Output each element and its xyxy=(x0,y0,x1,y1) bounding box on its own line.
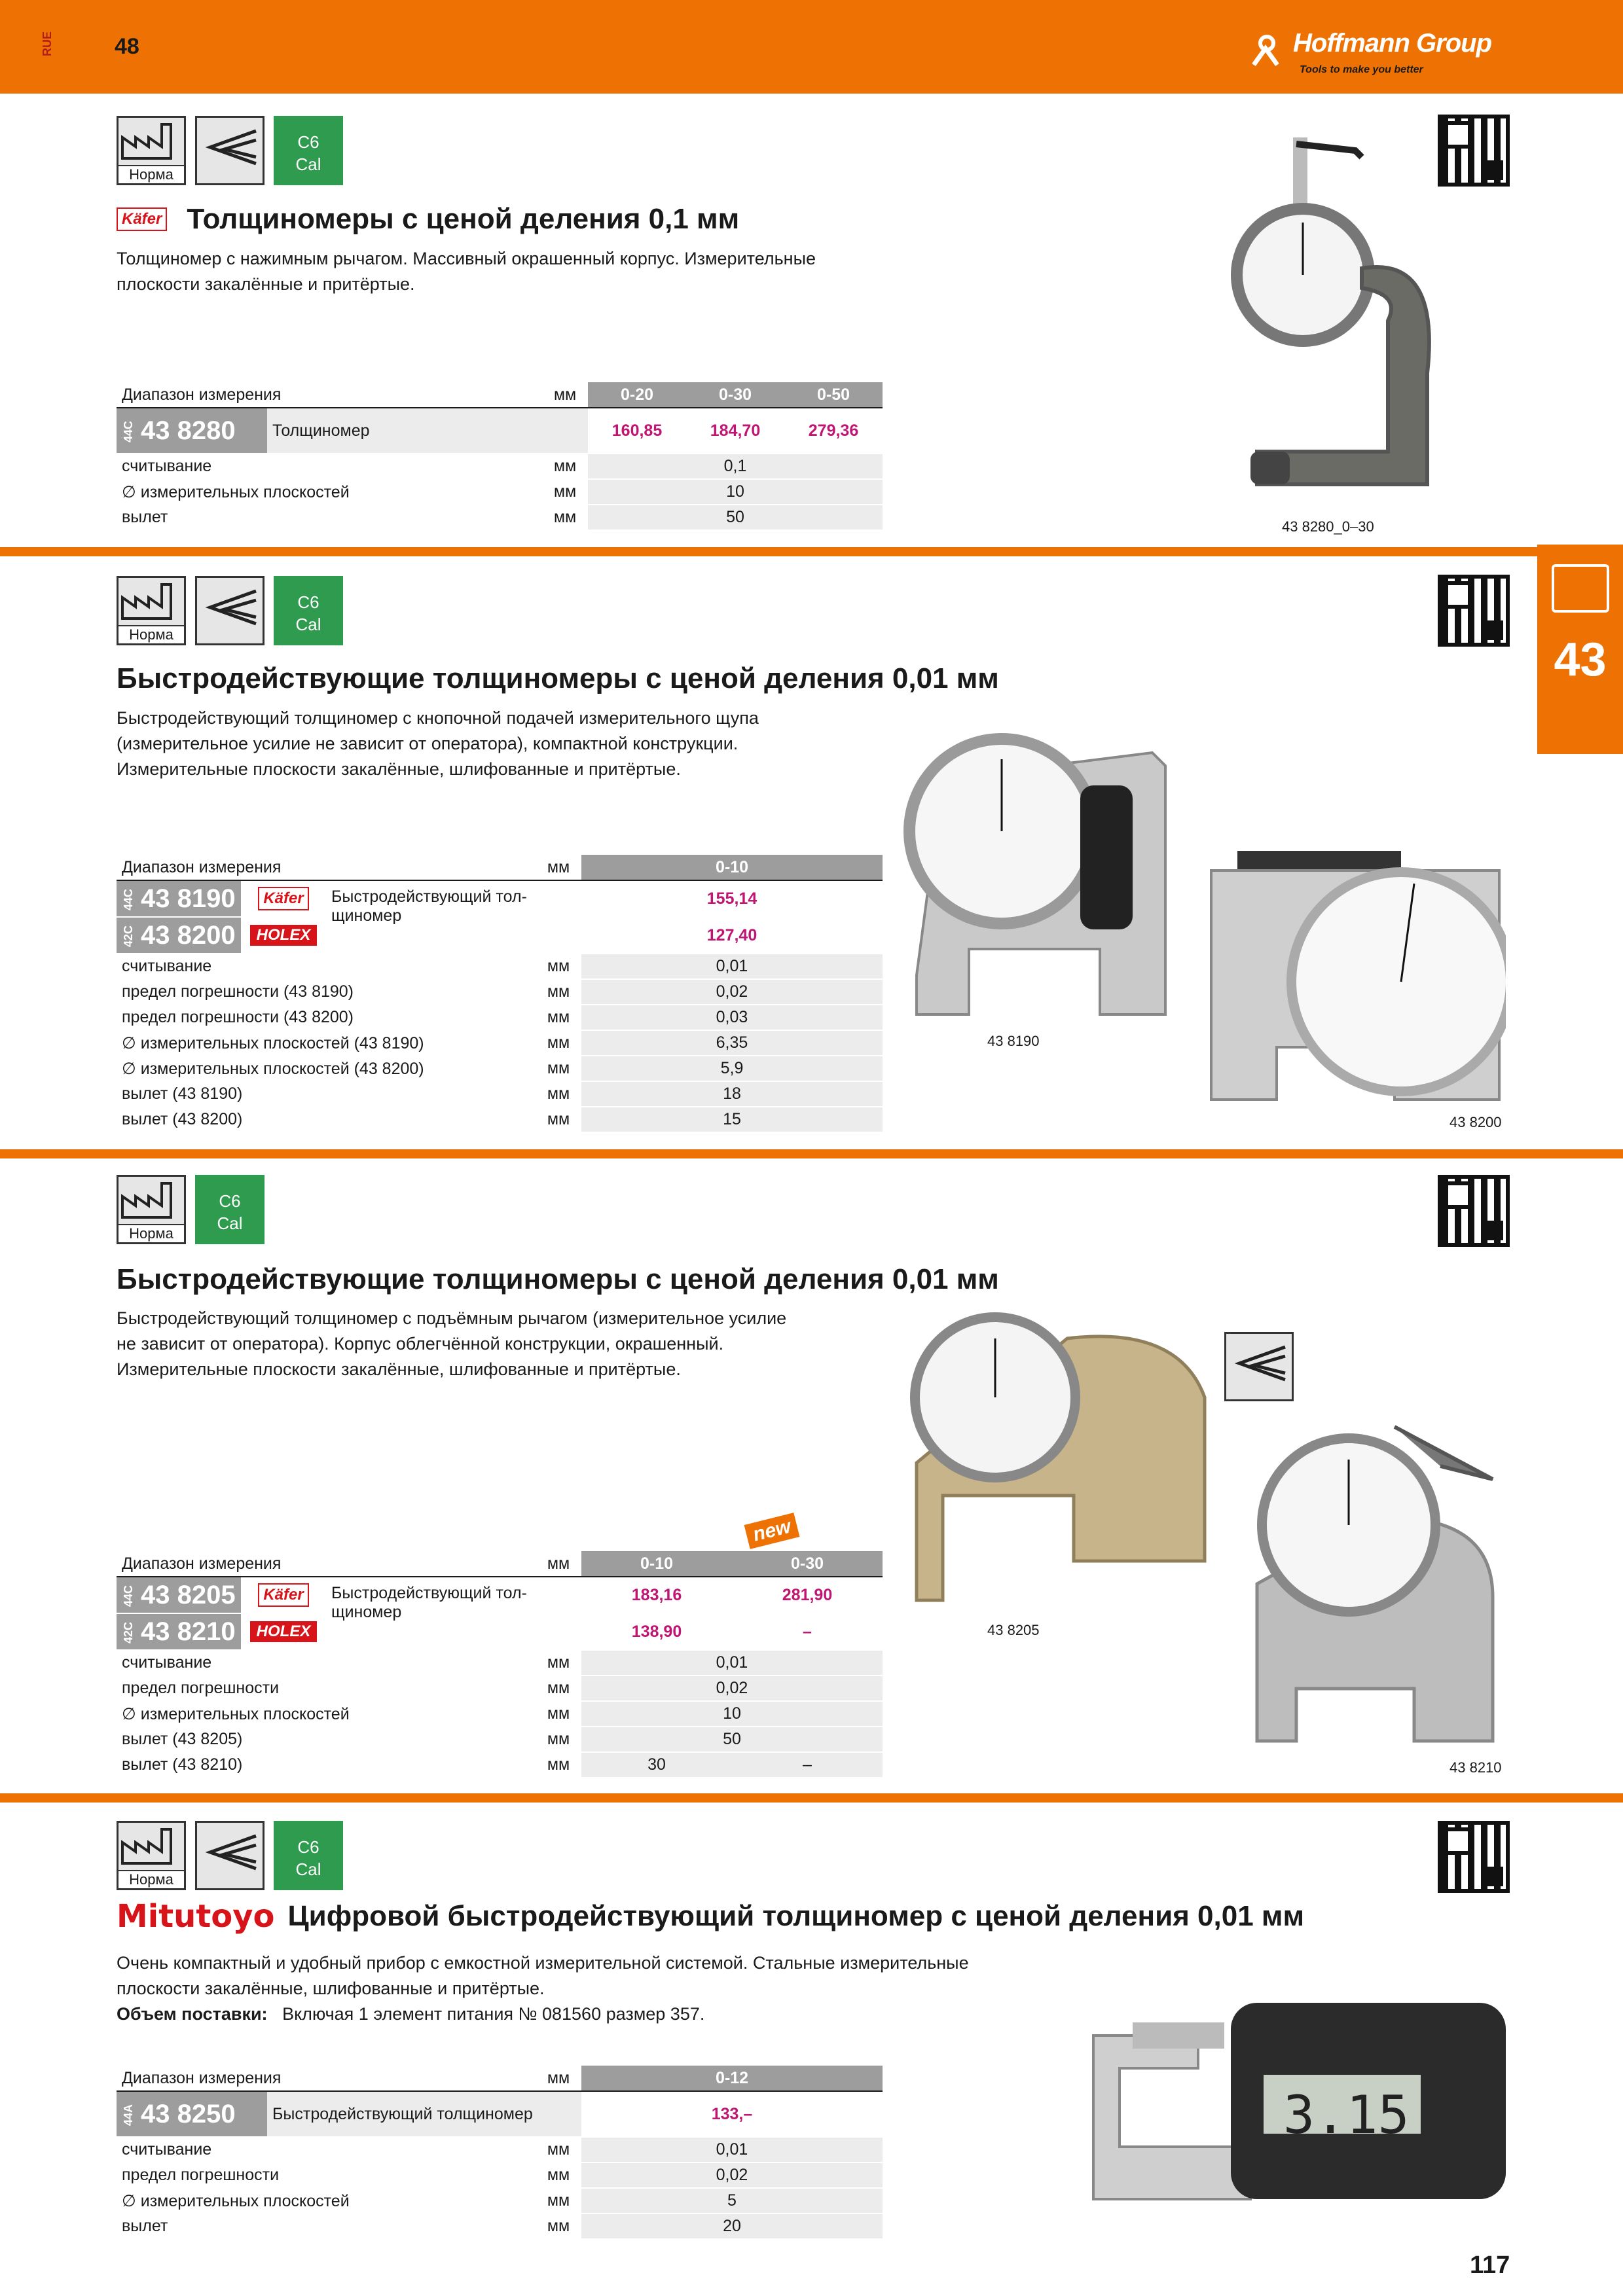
article-row[interactable] xyxy=(117,408,883,454)
s2-title: Быстродействующие толщиномеры с ценой деления 0,01 мм xyxy=(117,662,999,694)
spec-row xyxy=(117,454,883,479)
cal-label: Cal xyxy=(295,1859,321,1879)
s1-desc-line: плоскости закалённые и притёртые. xyxy=(117,274,415,294)
spec-label: предел погрешности xyxy=(117,1676,536,1701)
article-num: 43 8200 xyxy=(141,920,236,950)
kaefer-logo: Käfer xyxy=(258,887,308,910)
supply-label: Объем поставки: xyxy=(117,2004,268,2024)
article-code: 42C xyxy=(122,925,135,948)
range-col: 0-30 xyxy=(732,1551,883,1577)
spec-value: 5,9 xyxy=(581,1056,883,1081)
spec-unit: мм xyxy=(536,954,581,979)
s2-image-caption-1: 43 8190 xyxy=(987,1033,1040,1049)
s4-description xyxy=(117,1950,1099,2027)
feature-icons xyxy=(117,1175,264,1244)
s4-title: Цифровой быстродействующий толщиномер с ценой деления 0,01 мм xyxy=(287,1900,1304,1932)
spec-row xyxy=(117,979,883,1005)
brand-tagline: Tools to make you better xyxy=(1300,64,1423,75)
price: 183,16 xyxy=(581,1577,732,1613)
spec-value: 0,01 xyxy=(581,2137,883,2162)
spec-value: 5 xyxy=(581,2188,883,2214)
calibration-icon xyxy=(274,576,343,645)
section-separator xyxy=(0,1793,1623,1803)
price: 160,85 xyxy=(588,408,686,454)
spec-value: 0,1 xyxy=(588,454,883,479)
flat-surface-icon xyxy=(195,576,264,645)
lcd-display: 3.15 xyxy=(1283,2085,1410,2145)
s3-desc-line: Измерительные плоскости закалённые, шлифованные и притёртые. xyxy=(117,1359,681,1379)
article-num: 43 8250 xyxy=(141,2099,236,2128)
norma-label: Норма xyxy=(119,1870,184,1888)
table-header xyxy=(117,382,883,408)
article-num: 43 8190 xyxy=(141,884,236,913)
s4-desc-line: плоскости закалённые, шлифованные и притёртые. xyxy=(117,1979,545,1998)
qr-code[interactable] xyxy=(1438,1821,1510,1893)
cal-label: Cal xyxy=(295,615,321,634)
brand-name: Hoffmann Group xyxy=(1293,29,1492,58)
article-row[interactable] xyxy=(117,1577,883,1613)
holex-logo: HOLEX xyxy=(250,925,318,946)
spec-row xyxy=(117,1752,883,1778)
flat-surface-icon xyxy=(195,116,264,185)
price: 127,40 xyxy=(581,917,883,954)
spec-row xyxy=(117,1081,883,1107)
article-name xyxy=(326,1577,581,1650)
article-code: 42C xyxy=(122,1622,135,1644)
spec-row xyxy=(117,954,883,979)
range-col: 0-12 xyxy=(581,2066,883,2091)
flat-surface-icon xyxy=(195,1821,264,1890)
cal-class: C6 xyxy=(219,1191,241,1211)
unit-label: мм xyxy=(542,382,588,408)
qr-code[interactable] xyxy=(1438,1175,1510,1247)
spec-row xyxy=(117,2214,883,2239)
spec-value: 10 xyxy=(581,1701,883,1727)
article-code: 44A xyxy=(122,2104,135,2126)
spec-label: вылет xyxy=(117,505,542,530)
spec-label: предел погрешности xyxy=(117,2162,536,2188)
range-col: 0-50 xyxy=(784,382,883,408)
range-label: Диапазон измерения xyxy=(117,2066,536,2091)
gauge-43-8200-image xyxy=(1198,851,1506,1106)
thickness-gauge-image xyxy=(1231,124,1467,517)
spec-row xyxy=(117,1107,883,1132)
spec-unit: мм xyxy=(536,1056,581,1081)
spec-unit: мм xyxy=(536,2188,581,2214)
spec-value: 0,01 xyxy=(581,1650,883,1676)
s1-title-row xyxy=(117,203,739,236)
article-name: Толщиномер xyxy=(267,408,588,454)
s3-image-caption-1: 43 8205 xyxy=(987,1622,1040,1638)
name-line: Быстродействующий тол- xyxy=(331,888,527,906)
spec-row xyxy=(117,2162,883,2188)
spec-row xyxy=(117,2137,883,2162)
range-col: 0-10 xyxy=(581,1551,732,1577)
factory-norm-icon xyxy=(117,1175,186,1244)
spec-unit: мм xyxy=(536,1081,581,1107)
s2-description xyxy=(117,706,902,782)
spec-label: ∅ измерительных плоскостей xyxy=(117,2188,536,2214)
spec-unit: мм xyxy=(536,2214,581,2239)
spec-value: 18 xyxy=(581,1081,883,1107)
spec-label: вылет xyxy=(117,2214,536,2239)
s1-desc-line: Толщиномер с нажимным рычагом. Массивный окрашенный корпус. Измерительные xyxy=(117,249,816,268)
range-col: 0-10 xyxy=(581,855,883,880)
spec-unit: мм xyxy=(536,1005,581,1030)
article-row[interactable] xyxy=(117,2091,883,2137)
s3-description xyxy=(117,1306,902,1382)
spec-value: 0,03 xyxy=(581,1005,883,1030)
supply-text: Включая 1 элемент питания № 081560 размер 357. xyxy=(282,2004,705,2024)
new-badge: new xyxy=(744,1513,800,1549)
name-line: щиномер xyxy=(331,906,402,925)
gauge-43-8190-image xyxy=(903,700,1178,1041)
s3-desc-line: Быстродействующий толщиномер с подъёмным рычагом (измерительное усилие xyxy=(117,1308,787,1328)
spec-value: 0,02 xyxy=(581,1676,883,1701)
spec-unit: мм xyxy=(536,1107,581,1132)
article-row[interactable] xyxy=(117,880,883,917)
cal-class: C6 xyxy=(297,1837,319,1857)
range-label: Диапазон измерения xyxy=(117,1551,536,1577)
article-code: 44C xyxy=(122,889,135,911)
spec-value: 50 xyxy=(588,505,883,530)
spec-label: вылет (43 8200) xyxy=(117,1107,536,1132)
price: 184,70 xyxy=(686,408,784,454)
article-number[interactable] xyxy=(117,2091,267,2137)
s3-spec-table xyxy=(117,1551,883,1778)
spec-label: считывание xyxy=(117,454,542,479)
article-number[interactable] xyxy=(117,1613,241,1650)
hoffmann-logo xyxy=(1247,25,1509,77)
spec-label: предел погрешности (43 8190) xyxy=(117,979,536,1005)
spec-value: 15 xyxy=(581,1107,883,1132)
article-code: 44C xyxy=(122,421,135,443)
qr-code[interactable] xyxy=(1438,575,1510,647)
article-number[interactable] xyxy=(117,880,241,917)
spec-value: – xyxy=(732,1752,883,1778)
s4-spec-table xyxy=(117,2066,883,2240)
spec-label: вылет (43 8205) xyxy=(117,1727,536,1752)
spec-label: считывание xyxy=(117,954,536,979)
s3-title: Быстродействующие толщиномеры с ценой деления 0,01 мм xyxy=(117,1263,999,1295)
table-header xyxy=(117,855,883,880)
spec-value: 0,02 xyxy=(581,2162,883,2188)
calibration-icon xyxy=(195,1175,264,1244)
factory-norm-icon xyxy=(117,576,186,645)
feature-icons xyxy=(117,576,343,645)
feature-icons xyxy=(117,116,343,185)
s4-desc-line: Очень компактный и удобный прибор с емкостной измерительной системой. Стальные измерительные xyxy=(117,1953,969,1973)
cal-class: C6 xyxy=(297,132,319,152)
spec-value: 50 xyxy=(581,1727,883,1752)
article-number[interactable] xyxy=(117,408,267,454)
article-num: 43 8210 xyxy=(141,1617,236,1646)
s1-title: Толщиномеры с ценой деления 0,1 мм xyxy=(187,203,740,235)
s2-desc-line: (измерительное усилие не зависит от оператора), компактной конструкции. xyxy=(117,734,739,753)
mitutoyo-logo: Mitutoyo xyxy=(117,1898,275,1935)
spec-row xyxy=(117,479,883,505)
spec-row xyxy=(117,505,883,530)
article-number[interactable] xyxy=(117,1577,241,1613)
price: 155,14 xyxy=(581,880,883,917)
spec-row xyxy=(117,1727,883,1752)
article-num: 43 8205 xyxy=(141,1580,236,1609)
kaefer-logo: Käfer xyxy=(117,207,167,231)
range-label: Диапазон измерения xyxy=(117,382,542,408)
range-label: Диапазон измерения xyxy=(117,855,536,880)
spec-label: вылет (43 8190) xyxy=(117,1081,536,1107)
s2-image-caption-2: 43 8200 xyxy=(1450,1114,1502,1130)
spec-unit: мм xyxy=(536,1752,581,1778)
spec-unit: мм xyxy=(536,2137,581,2162)
spec-label: предел погрешности (43 8200) xyxy=(117,1005,536,1030)
section-separator xyxy=(0,1149,1623,1158)
spec-unit: мм xyxy=(536,1650,581,1676)
spec-label: ∅ измерительных плоскостей xyxy=(117,479,542,505)
spec-value: 10 xyxy=(588,479,883,505)
unit-label: мм xyxy=(536,2066,581,2091)
spec-value: 0,02 xyxy=(581,979,883,1005)
name-line: щиномер xyxy=(331,1603,402,1621)
table-header xyxy=(117,2066,883,2091)
s3-desc-line: не зависит от оператора). Корпус облегчённой конструкции, окрашенный. xyxy=(117,1334,724,1354)
cal-class: C6 xyxy=(297,592,319,612)
supply-line xyxy=(117,2001,1099,2027)
spec-label: ∅ измерительных плоскостей (43 8190) xyxy=(117,1030,536,1056)
spec-unit: мм xyxy=(536,1030,581,1056)
cal-label: Cal xyxy=(295,154,321,174)
spec-value: 30 xyxy=(581,1752,732,1778)
gauge-43-8205-image xyxy=(903,1299,1231,1613)
spec-unit: мм xyxy=(542,479,588,505)
range-col: 0-20 xyxy=(588,382,686,408)
spec-row xyxy=(117,1005,883,1030)
spec-row xyxy=(117,1676,883,1701)
price: 133,– xyxy=(581,2091,883,2137)
spec-label: ∅ измерительных плоскостей (43 8200) xyxy=(117,1056,536,1081)
s2-desc-line: Измерительные плоскости закалённые, шлифованные и притёртые. xyxy=(117,759,681,779)
article-number[interactable] xyxy=(117,917,241,954)
factory-norm-icon xyxy=(117,1821,186,1890)
s1-description xyxy=(117,246,902,297)
unit-label: мм xyxy=(536,1551,581,1577)
footer-page-number: 117 xyxy=(1470,2251,1510,2279)
price: 138,90 xyxy=(581,1613,732,1650)
spec-row xyxy=(117,1056,883,1081)
unit-label: мм xyxy=(536,855,581,880)
article-name xyxy=(326,880,581,954)
spec-unit: мм xyxy=(536,1727,581,1752)
range-col: 0-30 xyxy=(686,382,784,408)
kaefer-logo: Käfer xyxy=(258,1583,308,1607)
spec-row xyxy=(117,1701,883,1727)
calibration-icon xyxy=(274,1821,343,1890)
chapter-tab[interactable] xyxy=(1537,545,1623,754)
spec-value: 6,35 xyxy=(581,1030,883,1056)
norma-label: Норма xyxy=(119,165,184,183)
spec-row xyxy=(117,2188,883,2214)
spec-row xyxy=(117,1650,883,1676)
spec-label: считывание xyxy=(117,1650,536,1676)
spec-unit: мм xyxy=(536,1676,581,1701)
norma-label: Норма xyxy=(119,1224,184,1242)
spec-label: ∅ измерительных плоскостей xyxy=(117,1701,536,1727)
s4-title-row xyxy=(117,1898,1304,1935)
section-separator xyxy=(0,547,1623,556)
holex-logo: HOLEX xyxy=(250,1621,318,1642)
chapter-number: 43 xyxy=(1554,634,1607,686)
price: 279,36 xyxy=(784,408,883,454)
spec-value: 0,01 xyxy=(581,954,883,979)
factory-norm-icon xyxy=(117,116,186,185)
s3-image-caption-2: 43 8210 xyxy=(1450,1759,1502,1776)
spec-value: 20 xyxy=(581,2214,883,2239)
s1-spec-table xyxy=(117,382,883,531)
calibration-icon xyxy=(274,116,343,185)
spec-unit: мм xyxy=(542,505,588,530)
spec-row xyxy=(117,1030,883,1056)
price: – xyxy=(732,1613,883,1650)
feature-icons xyxy=(117,1821,343,1890)
hoffmann-logo-icon xyxy=(1247,29,1293,68)
article-name: Быстродействующий толщиномер xyxy=(267,2091,581,2137)
article-num: 43 8280 xyxy=(141,416,236,445)
spec-unit: мм xyxy=(542,454,588,479)
header-page-number: 48 xyxy=(115,34,139,59)
s1-image-caption: 43 8280_0–30 xyxy=(1282,518,1374,535)
table-header xyxy=(117,1551,883,1577)
spec-unit: мм xyxy=(536,1701,581,1727)
spec-unit: мм xyxy=(536,2162,581,2188)
price: 281,90 xyxy=(732,1577,883,1613)
spec-unit: мм xyxy=(536,979,581,1005)
spec-label: считывание xyxy=(117,2137,536,2162)
spec-label: вылет (43 8210) xyxy=(117,1752,536,1778)
norma-label: Норма xyxy=(119,625,184,643)
cal-label: Cal xyxy=(217,1213,243,1233)
s2-desc-line: Быстродействующий толщиномер с кнопочной подачей измерительного щупа xyxy=(117,708,759,728)
gauge-43-8210-image xyxy=(1244,1388,1519,1754)
language-code: RUE xyxy=(41,31,54,57)
caliper-icon xyxy=(1552,564,1609,613)
article-code: 44C xyxy=(122,1585,135,1607)
name-line: Быстродействующий тол- xyxy=(331,1584,527,1602)
s2-spec-table xyxy=(117,855,883,1133)
